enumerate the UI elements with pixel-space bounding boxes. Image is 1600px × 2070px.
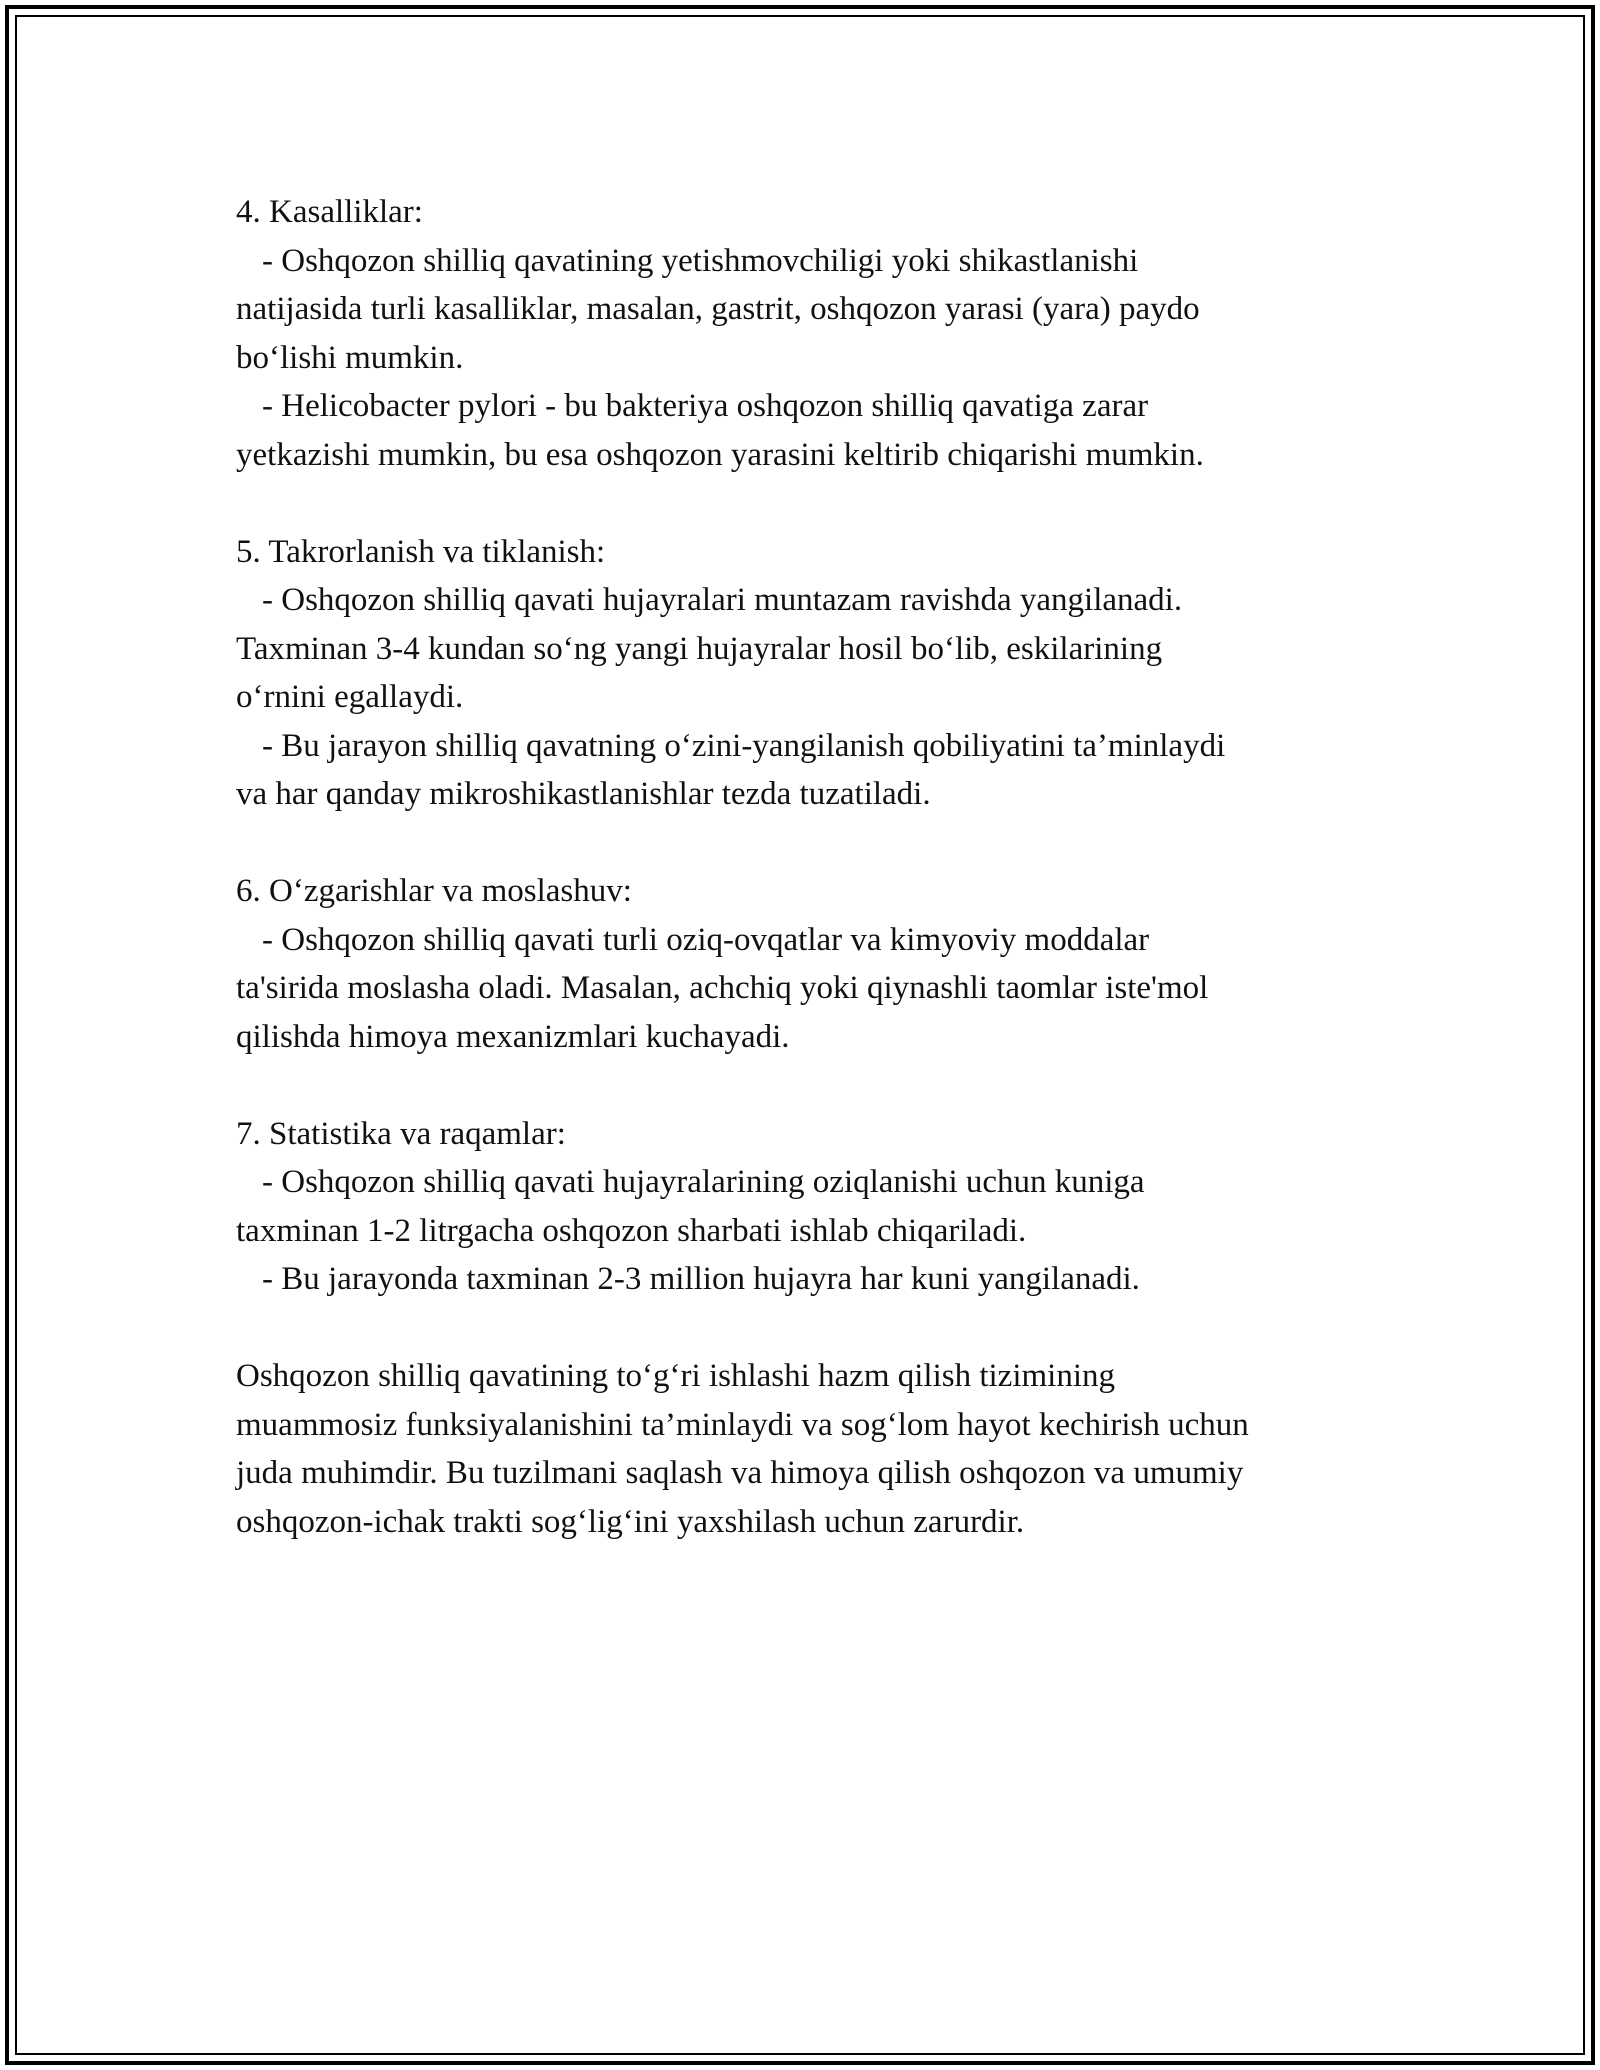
bullet-line: - Bu jarayonda taxminan 2-3 million hujayra har kuni yangilanadi. <box>262 1261 1140 1297</box>
section-heading: 5. Takrorlanish va tiklanish: <box>236 533 606 570</box>
bullet-line: o‘rnini egallaydi. <box>236 679 464 715</box>
section-heading: 6. O‘zgarishlar va moslashuv: <box>236 873 632 909</box>
bullet-line: yetkazishi mumkin, bu esa oshqozon yarasini keltirib chiqarishi mumkin. <box>236 436 1204 473</box>
bullet-line: - Oshqozon shilliq qavati hujayralarining oziqlanishi uchun kuniga <box>262 1164 1145 1200</box>
bullet-line: - Oshqozon shilliq qavatining yetishmovchiligi yoki shikastlanishi <box>262 242 1139 279</box>
section-kasalliklar <box>236 188 1386 479</box>
paragraph-line: Oshqozon shilliq qavatining to‘g‘ri ishlashi hazm qilish tizimining <box>236 1358 1115 1394</box>
section-takrorlanish <box>236 528 1386 819</box>
bullet-line: qilishda himoya mexanizmlari kuchayadi. <box>236 1018 790 1055</box>
section-statistika <box>236 1110 1386 1304</box>
bullet-line: - Helicobacter pylori - bu bakteriya oshqozon shilliq qavatiga zarar <box>262 388 1149 424</box>
bullet-line: Taxminan 3-4 kundan so‘ng yangi hujayralar hosil bo‘lib, eskilarining <box>236 630 1163 667</box>
bullet-line: va har qanday mikroshikastlanishlar tezda tuzatiladi. <box>236 776 931 812</box>
bullet-line: - Oshqozon shilliq qavati hujayralari muntazam ravishda yangilanadi. <box>262 582 1183 618</box>
paragraph-line: muammosiz funksiyalanishini ta’minlaydi va sog‘lom hayot kechirish uchun <box>236 1406 1249 1443</box>
paragraph-line: oshqozon-ichak trakti sog‘lig‘ini yaxshilash uchun zarurdir. <box>236 1503 1025 1540</box>
bullet-line: - Oshqozon shilliq qavati turli oziq-ovqatlar va kimyoviy moddalar <box>262 921 1150 958</box>
section-ozgarishlar <box>236 867 1386 1061</box>
bullet-line: ta'sirida moslasha oladi. Masalan, achchiq yoki qiynashli taomlar iste'mol <box>236 970 1209 1006</box>
document-body <box>236 188 1386 1546</box>
bullet-line: natijasida turli kasalliklar, masalan, gastrit, oshqozon yarasi (yara) paydo <box>236 291 1200 327</box>
paragraph-line: juda muhimdir. Bu tuzilmani saqlash va himoya qilish oshqozon va umumiy <box>236 1455 1244 1491</box>
section-heading: 4. Kasalliklar: <box>236 194 423 230</box>
section-heading: 7. Statistika va raqamlar: <box>236 1115 566 1152</box>
closing-paragraph <box>236 1352 1386 1546</box>
bullet-line: bo‘lishi mumkin. <box>236 339 464 376</box>
bullet-line: - Bu jarayon shilliq qavatning o‘zini-yangilanish qobiliyatini ta’minlaydi <box>262 727 1226 764</box>
bullet-line: taxminan 1-2 litrgacha oshqozon sharbati ishlab chiqariladi. <box>236 1212 1027 1249</box>
